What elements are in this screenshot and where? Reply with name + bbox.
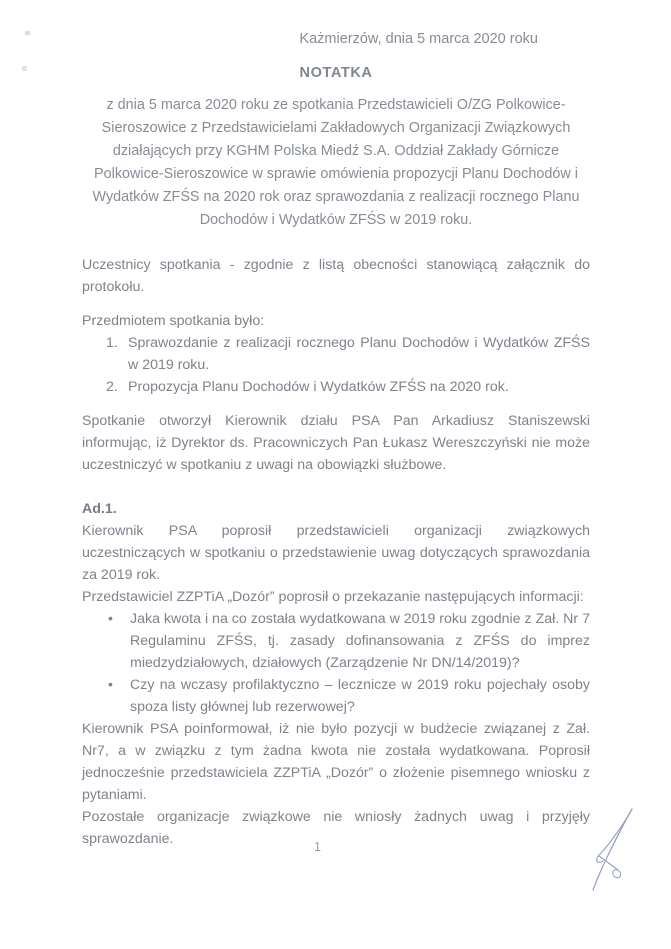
questions-list — [82, 608, 590, 718]
agenda-item — [82, 376, 590, 398]
question-item-text: Czy na wczasy profilaktyczno – lecznicze w 2019 roku pojechały osoby spoza listy głównej lub rezerwowej? — [130, 677, 590, 715]
agenda-item-number: 1. — [106, 335, 118, 351]
ad1-paragraph-2: Przedstawiciel ZZPTiA „Dozór” poprosił o przekazanie następujących informacji: — [82, 589, 584, 605]
scan-artifact-speck — [25, 31, 30, 35]
ad1-paragraph-3: Kierownik PSA poinformował, iż nie było pozycji w budżecie związanej z Zał. Nr7, a w związku z tym żadna kwota nie została wydatkowana. Poprosił jednocześnie przedstawiciela ZZPTiA „Dozór” o złożenie pisemnego wniosku z pytaniami. — [82, 721, 590, 803]
handwritten-signature-mark — [588, 806, 640, 898]
ad1-heading: Ad.1. — [82, 501, 117, 517]
question-item-text: Jaka kwota i na co została wydatkowana w 2019 roku zgodnie z Zał. Nr 7 Regulaminu ZFŚS, tj. zasady dofinansowania z ZFŚS do imprez miedzydziałowych, działowych (Zarządzenie Nr DN/14/2019)? — [130, 611, 590, 671]
question-item — [82, 674, 590, 718]
agenda-list — [82, 332, 590, 398]
date-line: Każmierzów, dnia 5 marca 2020 roku — [299, 31, 538, 47]
agenda-item-text: Sprawozdanie z realizacji rocznego Planu Dochodów i Wydatków ZFŚS w 2019 roku. — [128, 335, 590, 373]
participants-paragraph: Uczestnicy spotkania - zgodnie z listą obecności stanowiącą załącznik do protokołu. — [82, 257, 590, 295]
question-item — [82, 608, 590, 674]
agenda-item-text: Propozycja Planu Dochodów i Wydatków ZFŚS na 2020 rok. — [128, 379, 509, 395]
subject-heading: Przedmiotem spotkania było: — [82, 313, 265, 329]
ad1-paragraph-1: Kierownik PSA poprosił przedstawicieli organizacji związkowych uczestniczących w spotkaniu o przedstawienie uwag dotyczących sprawozdania za 2019 rok. — [82, 523, 590, 583]
agenda-item-number: 2. — [106, 379, 118, 395]
opening-paragraph: Spotkanie otworzył Kierownik działu PSA Pan Arkadiusz Staniszewski informując, iż Dyrektor ds. Pracowniczych Pan Łukasz Wereszczyński nie może uczestniczyć w spotkaniu z uwagi na obowiązki służbowe. — [82, 413, 590, 473]
ad1-paragraph-4: Pozostałe organizacje związkowe nie wniosły żadnych uwag i przyjęły sprawozdanie. — [82, 809, 590, 847]
bullet-icon: • — [108, 611, 113, 627]
intro-paragraph: z dnia 5 marca 2020 roku ze spotkania Przedstawicieli O/ZG Polkowice-Sieroszowice z Przedstawicielami Zakładowych Organizacji Związkowych działających przy KGHM Polska Miedź S.A. Oddział Zakłady Górnicze Polkowice-Sieroszowice w sprawie omówienia propozycji Planu Dochodów i Wydatków ZFŚS na 2020 rok oraz sprawozdania z realizacji rocznego Planu Dochodów i Wydatków ZFŚS w 2019 roku. — [92, 97, 580, 228]
agenda-item — [82, 332, 590, 376]
bullet-icon: • — [108, 677, 113, 693]
scan-artifact-speck — [22, 66, 27, 71]
document-title: NOTATKA — [299, 65, 373, 81]
page-number: 1 — [314, 840, 321, 854]
